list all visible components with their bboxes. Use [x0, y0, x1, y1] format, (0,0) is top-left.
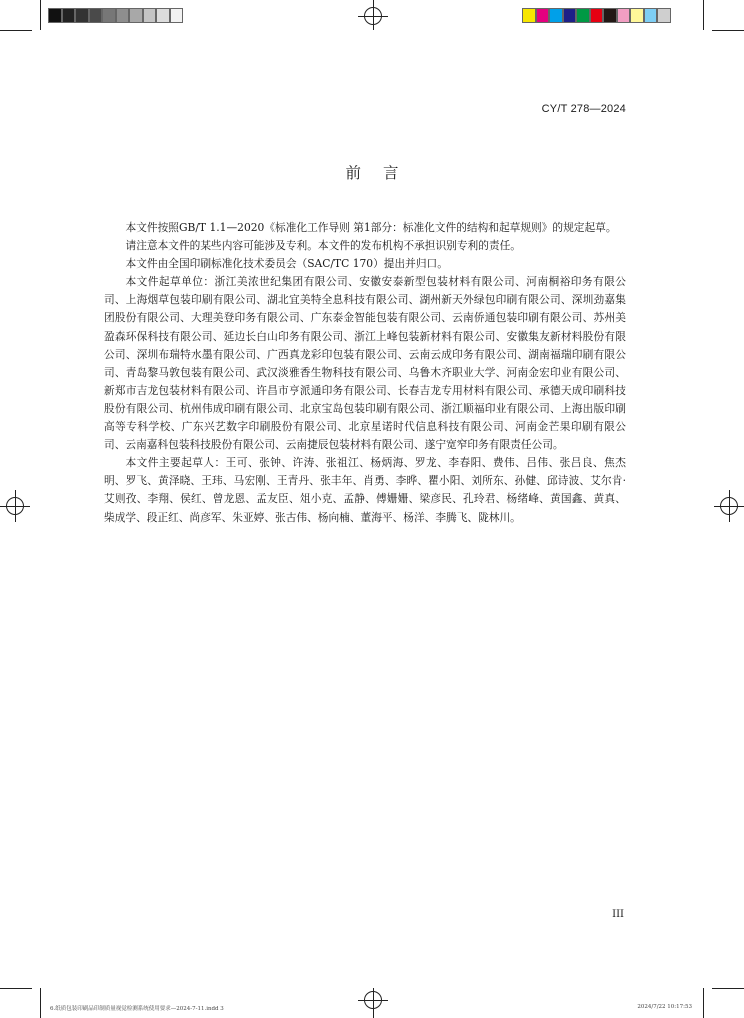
gray-swatch [143, 8, 157, 23]
color-swatch [644, 8, 658, 23]
page-title: 前言 [345, 164, 421, 182]
color-swatch [630, 8, 644, 23]
paragraph-drafters: 本文件主要起草人：王可、张钟、许涛、张祖江、杨炳海、罗龙、李春阳、费伟、吕伟、张吕良、焦杰明、罗飞、黄泽晓、王玮、马宏刚、王青丹、张丰年、肖勇、李晔、瞿小阳、刘所东、孙健、邱诗波、艾尔肯·艾则孜、李翔、侯红、曾龙恩、孟友臣、俎小克、孟静、傅姗姗、梁彦民、孔玲君、杨绪峰、黄国鑫、黄真、柴成学、段正红、尚彦军、朱亚婷、张古伟、杨向楠、董海平、杨洋、李腾飞、陇林川。 [104, 456, 626, 524]
color-swatch [657, 8, 671, 23]
color-swatch [522, 8, 536, 23]
color-swatch [590, 8, 604, 23]
gray-swatch [75, 8, 89, 23]
paragraph-proposer: 本文件由全国印刷标准化技术委员会（SAC/TC 170）提出并归口。 [125, 257, 448, 271]
paragraph-patent-notice: 请注意本文件的某些内容可能涉及专利。本文件的发布机构不承担识别专利的责任。 [125, 239, 521, 253]
color-swatch [549, 8, 563, 23]
standard-code: CY/T 278—2024 [541, 103, 626, 115]
color-swatch [536, 8, 550, 23]
gray-swatch [116, 8, 130, 23]
color-swatch [576, 8, 590, 23]
gray-swatch [48, 8, 62, 23]
gray-swatch [170, 8, 184, 23]
paragraph-drafting-basis: 本文件按照GB/T 1.1—2020《标准化工作导则 第1部分：标准化文件的结构和起草规则》的规定起草。 [125, 221, 617, 234]
gray-swatch [129, 8, 143, 23]
foreword-body [104, 219, 626, 527]
gray-swatch [62, 8, 76, 23]
page-number: III [612, 909, 624, 920]
footer-timestamp: 2024/7/22 10:17:53 [637, 1004, 692, 1010]
gray-swatch [156, 8, 170, 23]
footer-file-name: 6.纸质包装印刷品印制质量视觉检测系统使用要求—2024-7-11.indd 3 [50, 1006, 224, 1012]
color-swatch [617, 8, 631, 23]
process-color-bar [522, 8, 671, 23]
color-swatch [563, 8, 577, 23]
gray-swatch [89, 8, 103, 23]
paragraph-drafting-organizations: 本文件起草单位：浙江美浓世纪集团有限公司、安徽安泰新型包装材料有限公司、河南桐裕印务有限公司、上海烟草包装印刷有限公司、湖北宜美特全息科技有限公司、湖州新天外绿包印刷有限公司、深圳劲嘉集团股份有限公司、大理美登印务有限公司、广东泰金智能包装有限公司、云南侨通包装印刷有限公司、苏州美盈森环保科技有限公司、延边长白山印务有限公司、浙江上峰包装新材料有限公司、安徽集友新材料股份有限公司、深圳布瑞特水墨有限公司、广西真龙彩印包装有限公司、云南云成印务有限公司、湖南福瑞印刷有限公司、青岛黎马敦包装有限公司、武汉淡雅香生物科技有限公司、乌鲁木齐职业大学、河南金宏印业有限公司、新郑市吉龙包装材料有限公司、许昌市亨派通印务有限公司、长春吉龙专用材料有限公司、承德天成印刷科技股份有限公司、杭州伟成印刷有限公司、北京宝岛包装印刷有限公司、浙江顺福印业有限公司、上海出版印刷高等专科学校、广东兴艺数字印刷股份有限公司、北京星诺时代信息科技有限公司、河南金芒果印刷有限公司、云南嘉科包装科技股份有限公司、云南捷辰包装材料有限公司、遂宁宽窄印务有限责任公司。 [104, 275, 626, 452]
grayscale-color-bar [48, 8, 183, 23]
color-swatch [603, 8, 617, 23]
gray-swatch [102, 8, 116, 23]
